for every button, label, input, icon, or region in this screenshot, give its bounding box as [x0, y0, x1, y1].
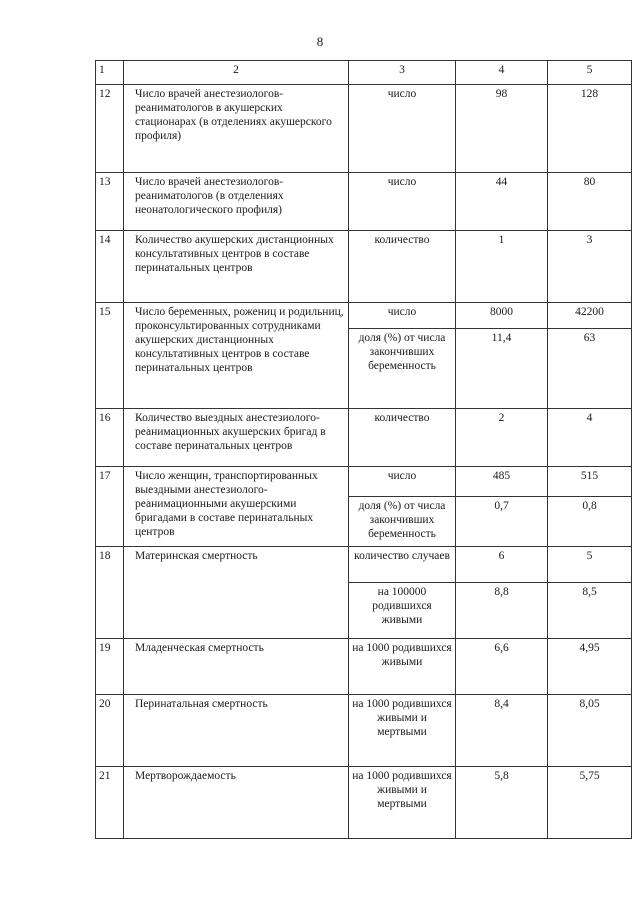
table-row	[96, 303, 632, 329]
unit-cell: на 1000 родившихся живыми	[349, 639, 456, 695]
value-col-5: 42200	[548, 303, 632, 329]
unit-cell: доля (%) от числа закончивших беременность	[349, 497, 456, 547]
header-col-3: 3	[349, 61, 456, 85]
header-col-4: 4	[456, 61, 548, 85]
header-col-5: 5	[548, 61, 632, 85]
row-number: 21	[96, 767, 124, 839]
indicator-name-text: Число врачей анестезиологов-реаниматологов в акушерских стационарах (в отделениях акушерского профиля)	[135, 88, 332, 142]
table-row	[96, 639, 632, 695]
indicator-name	[124, 467, 349, 547]
table-row	[96, 695, 632, 767]
indicator-name	[124, 231, 349, 303]
unit-cell: количество случаев	[349, 547, 456, 583]
page-number: 8	[316, 34, 324, 49]
unit-cell: количество	[349, 231, 456, 303]
row-number: 19	[96, 639, 124, 695]
value-col-4: 2	[456, 409, 548, 467]
value-col-5: 515	[548, 467, 632, 497]
row-number: 20	[96, 695, 124, 767]
unit-cell: на 1000 родившихся живыми и мертвыми	[349, 767, 456, 839]
value-col-5: 5	[548, 547, 632, 583]
value-col-4: 11,4	[456, 329, 548, 409]
table-row	[96, 231, 632, 303]
row-number: 13	[96, 173, 124, 231]
value-col-5: 8,5	[548, 583, 632, 639]
value-col-5: 3	[548, 231, 632, 303]
indicator-name-text: Количество акушерских дистанционных консультативных центров в составе перинатальных центров	[135, 234, 334, 274]
indicator-name-text: Число беременных, рожениц и родильниц, проконсультированных сотрудниками акушерских дистанционных консультативных центров в составе перинатальных центров	[135, 306, 344, 374]
indicator-name-text: Материнская смертность	[135, 550, 258, 562]
table-row	[96, 85, 632, 173]
indicator-name	[124, 695, 349, 767]
unit-cell: количество	[349, 409, 456, 467]
indicator-name-text: Число врачей анестезиологов-реаниматологов (в отделениях неонатологического профиля)	[135, 176, 284, 216]
indicator-name-text: Младенческая смертность	[135, 642, 264, 654]
value-col-4: 8,8	[456, 583, 548, 639]
unit-cell: число	[349, 467, 456, 497]
value-col-4: 0,7	[456, 497, 548, 547]
table-row	[96, 173, 632, 231]
value-col-5: 8,05	[548, 695, 632, 767]
value-col-5: 80	[548, 173, 632, 231]
header-col-2: 2	[124, 61, 349, 85]
value-col-4: 5,8	[456, 767, 548, 839]
row-number: 12	[96, 85, 124, 173]
value-col-4: 98	[456, 85, 548, 173]
indicator-name	[124, 767, 349, 839]
unit-cell: доля (%) от числа закончивших беременность	[349, 329, 456, 409]
value-col-4: 6	[456, 547, 548, 583]
value-col-5: 4,95	[548, 639, 632, 695]
value-col-4: 485	[456, 467, 548, 497]
value-col-4: 44	[456, 173, 548, 231]
indicator-name	[124, 639, 349, 695]
indicator-name-text: Перинатальная смертность	[135, 698, 268, 710]
unit-cell: число	[349, 85, 456, 173]
table-row	[96, 467, 632, 497]
unit-cell: число	[349, 173, 456, 231]
row-number: 18	[96, 547, 124, 639]
indicator-name	[124, 303, 349, 409]
value-col-4: 1	[456, 231, 548, 303]
indicator-name	[124, 85, 349, 173]
row-number: 15	[96, 303, 124, 409]
indicator-name-text: Число женщин, транспортированных выездными анестезиолого-реанимационными акушерскими бригадами в составе перинатальных центров	[135, 470, 318, 538]
header-col-1: 1	[96, 61, 124, 85]
value-col-4: 8,4	[456, 695, 548, 767]
indicator-name-text: Мертворождаемость	[135, 770, 236, 782]
value-col-5: 0,8	[548, 497, 632, 547]
unit-cell: число	[349, 303, 456, 329]
indicator-name	[124, 173, 349, 231]
row-number: 17	[96, 467, 124, 547]
value-col-5: 128	[548, 85, 632, 173]
table-header-row	[96, 61, 632, 85]
indicator-name	[124, 409, 349, 467]
indicator-name-text: Количество выездных анестезиолого-реанимационных акушерских бригад в составе перинатальных центров	[135, 412, 326, 452]
table-row	[96, 409, 632, 467]
value-col-5: 4	[548, 409, 632, 467]
value-col-4: 6,6	[456, 639, 548, 695]
table-row	[96, 547, 632, 583]
table-row	[96, 767, 632, 839]
value-col-5: 63	[548, 329, 632, 409]
unit-cell: на 100000 родившихся живыми	[349, 583, 456, 639]
unit-cell: на 1000 родившихся живыми и мертвыми	[349, 695, 456, 767]
value-col-4: 8000	[456, 303, 548, 329]
indicators-table	[95, 60, 632, 839]
row-number: 14	[96, 231, 124, 303]
indicator-name	[124, 547, 349, 639]
value-col-5: 5,75	[548, 767, 632, 839]
row-number: 16	[96, 409, 124, 467]
